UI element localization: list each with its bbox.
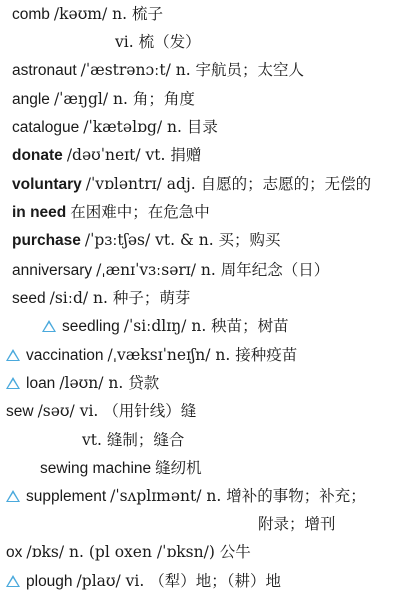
entry-line [12,230,281,251]
definition: /ˈkætəlɒg/ n. 目录 [83,118,218,136]
entry-line [6,401,196,422]
headword: astronaut [12,62,77,79]
definition: /siːd/ n. 种子；萌芽 [49,289,191,307]
definition: /kəʊm/ n. 梳子 [53,5,163,23]
definition: /ˈsʌplɪmənt/ n. 增补的事物；补充； [110,487,366,505]
definition: /ˈsiːdlɪŋ/ n. 秧苗；树苗 [123,317,289,335]
entry-line [82,430,184,450]
entry-line [115,32,201,52]
definition: /ˈæŋgl/ n. 角；角度 [53,90,195,108]
headword: voluntary [12,176,82,193]
entry-line [42,316,289,337]
definition: /səʊ/ vi. （用针线）缝 [37,402,197,420]
headword: angle [12,91,50,108]
definition: /ˌvæksɪˈneɪʃn/ n. 接种疫苗 [107,346,298,364]
definition: /plaʊ/ vi. （犁）地；（耕）地 [76,572,281,590]
headword: sewing machine [40,460,152,477]
entry-line [6,486,366,507]
triangle-icon [6,575,20,587]
headword: seed [12,290,46,307]
entry-line [12,260,329,281]
headword: vaccination [26,347,104,364]
headword: supplement [26,488,107,505]
headword: comb [12,6,50,23]
definition: 在困难中；在危急中 [70,203,210,221]
entry-line [6,542,251,563]
headword: catalogue [12,119,80,136]
headword: ox [6,544,23,561]
headword: anniversary [12,262,93,279]
entry-line [6,373,159,394]
definition: /ˈpɜːtʃəs/ vt. & n. 买；购买 [84,231,281,249]
headword: sew [6,403,34,420]
definition: /dəʊˈneɪt/ vt. 捐赠 [66,146,202,164]
headword: loan [26,375,56,392]
headword: plough [26,573,73,590]
entry-line [12,174,371,195]
triangle-icon [6,349,20,361]
headword: in need [12,204,67,221]
entry-line [12,288,190,309]
entry-line [12,202,210,223]
headword: donate [12,147,63,164]
triangle-icon [42,320,56,332]
entry-line [258,514,336,534]
triangle-icon [6,377,20,389]
definition: /ɒks/ n. (pl oxen /ˈɒksn/) 公牛 [26,543,251,561]
entry-line [12,4,163,25]
entry-line [6,571,281,592]
definition: 缝纫机 [155,459,202,477]
definition: /ləʊn/ n. 贷款 [59,374,160,392]
entry-line [12,89,195,110]
definition: vt. 缝制；缝合 [82,431,185,449]
definition: /ˈvɒləntrɪ/ adj. 自愿的；志愿的；无偿的 [85,175,372,193]
entry-line [12,60,304,81]
headword: purchase [12,232,81,249]
headword: seedling [62,318,120,335]
definition: vi. 梳（发） [115,33,201,51]
entry-line [40,458,202,479]
definition: /ˈæstrənɔːt/ n. 宇航员；太空人 [80,61,305,79]
entry-line [12,117,218,138]
definition: 附录；增刊 [258,515,336,533]
triangle-icon [6,490,20,502]
entry-line [6,345,297,366]
definition: /ˌænɪˈvɜːsərɪ/ n. 周年纪念（日） [96,261,330,279]
entry-line [12,145,201,166]
